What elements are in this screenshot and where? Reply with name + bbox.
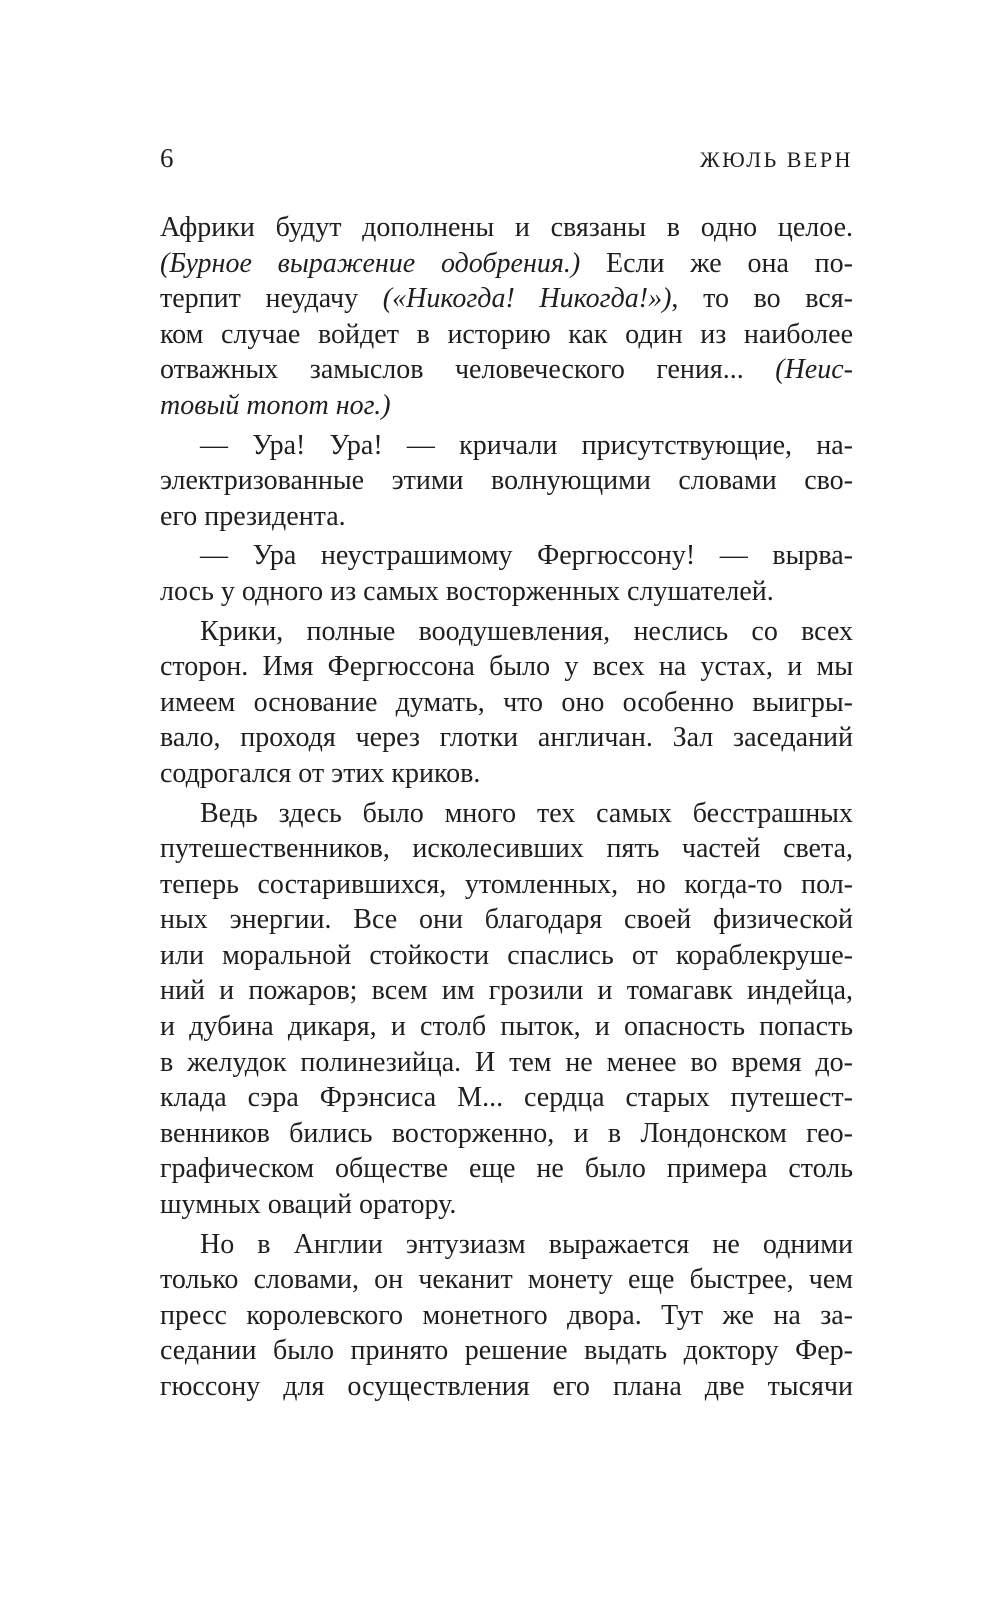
text-line <box>160 1262 853 1298</box>
text-segment: , то во вся- <box>671 283 853 315</box>
text-line <box>160 538 853 574</box>
text-line <box>160 1045 853 1081</box>
text-segment: содрогался от этих криков. <box>160 757 481 789</box>
text-line <box>160 938 853 974</box>
italic-remark: («Никогда! Никогда!») <box>382 283 672 315</box>
text-segment: его президента. <box>160 500 346 532</box>
text-segment: отважных замыслов человеческого гения... <box>160 354 776 386</box>
text-segment: гюссону для осуществления его плана две тысячи <box>160 1371 853 1402</box>
running-head <box>160 143 853 183</box>
text-line <box>160 720 853 756</box>
text-segment: Если же она по- <box>580 247 853 279</box>
text-segment: — Ура неустрашимому Фергюссону! — вырва- <box>200 540 853 572</box>
text-segment: вало, проходя через глотки англичан. Зал заседаний <box>160 722 853 754</box>
text-line <box>160 1116 853 1152</box>
text-segment: в желудок полинезийца. И тем не менее во время до- <box>160 1046 853 1078</box>
text-segment: Крики, полные воодушевления, неслись со всех <box>200 615 853 647</box>
text-segment: графическом обществе еще не было примера столь <box>160 1153 853 1185</box>
text-segment: путешественников, исколесивших пять частей света, <box>160 833 853 865</box>
text-line <box>160 352 853 388</box>
italic-remark: товый топот ног.) <box>160 389 391 421</box>
text-line <box>160 574 853 610</box>
text-line <box>160 1187 853 1223</box>
text-line <box>160 428 853 464</box>
text-segment: ных энергии. Все они благодаря своей физической <box>160 904 853 936</box>
text-line <box>160 499 853 535</box>
text-line <box>160 281 853 317</box>
text-segment: сторон. Имя Фергюссона было у всех на устах, и мы <box>160 651 853 683</box>
text-segment: имеем основание думать, что оно особенно выигры- <box>160 686 853 718</box>
text-segment: ком случае войдет в историю как один из наиболее <box>160 318 853 350</box>
text-segment: венников бились восторженно, и в Лондонском гео- <box>160 1117 853 1149</box>
text-segment: Африки будут дополнены и связаны в одно целое. <box>160 212 853 243</box>
italic-remark: (Неис- <box>775 354 853 386</box>
text-line <box>160 831 853 867</box>
text-line <box>160 1369 853 1405</box>
text-line <box>160 685 853 721</box>
text-line <box>160 1298 853 1334</box>
text-line <box>160 756 853 792</box>
text-line <box>160 614 853 650</box>
text-segment: только словами, он чеканит монету еще быстрее, чем <box>160 1264 853 1296</box>
text-line <box>160 317 853 353</box>
text-line <box>160 388 853 424</box>
text-line <box>160 210 853 246</box>
text-segment: электризованные этими волнующими словами сво- <box>160 465 853 497</box>
text-segment: теперь состарившихся, утомленных, но когда-то пол- <box>160 868 853 900</box>
text-line <box>160 867 853 903</box>
running-title: ЖЮЛЬ ВЕРН <box>699 147 853 172</box>
text-segment: ний и пожаров; всем им грозили и томагавк индейца, <box>160 975 853 1007</box>
text-segment: шумных оваций оратору. <box>160 1189 457 1221</box>
text-segment: Ведь здесь было много тех самых бесстрашных <box>200 797 853 829</box>
text-line <box>160 796 853 832</box>
italic-remark: (Бурное выражение одобрения.) <box>160 247 581 279</box>
text-segment: лось у одного из самых восторженных слушателей. <box>160 575 774 607</box>
text-line <box>160 649 853 685</box>
page-number: 6 <box>160 143 174 173</box>
text-segment: терпит неудачу <box>160 283 383 315</box>
text-line <box>160 902 853 938</box>
text-line <box>160 1333 853 1369</box>
text-segment: пресс королевского монетного двора. Тут же на за- <box>160 1299 853 1331</box>
text-line <box>160 1151 853 1187</box>
text-line <box>160 246 853 282</box>
text-line <box>160 1227 853 1263</box>
text-segment: седании было принято решение выдать доктору Фер- <box>160 1335 853 1367</box>
text-line <box>160 1080 853 1116</box>
text-segment: клада сэра Фрэнсиса М... сердца старых путешест- <box>160 1082 853 1114</box>
text-segment: — Ура! Ура! — кричали присутствующие, на- <box>200 429 853 461</box>
text-line <box>160 973 853 1009</box>
text-line <box>160 1009 853 1045</box>
text-segment: или моральной стойкости спаслись от кораблекруше- <box>160 939 853 971</box>
body-text <box>160 210 853 1405</box>
text-segment: и дубина дикаря, и столб пыток, и опасность попасть <box>160 1011 853 1043</box>
text-segment: Но в Англии энтузиазм выражается не одними <box>200 1228 853 1260</box>
text-line <box>160 463 853 499</box>
